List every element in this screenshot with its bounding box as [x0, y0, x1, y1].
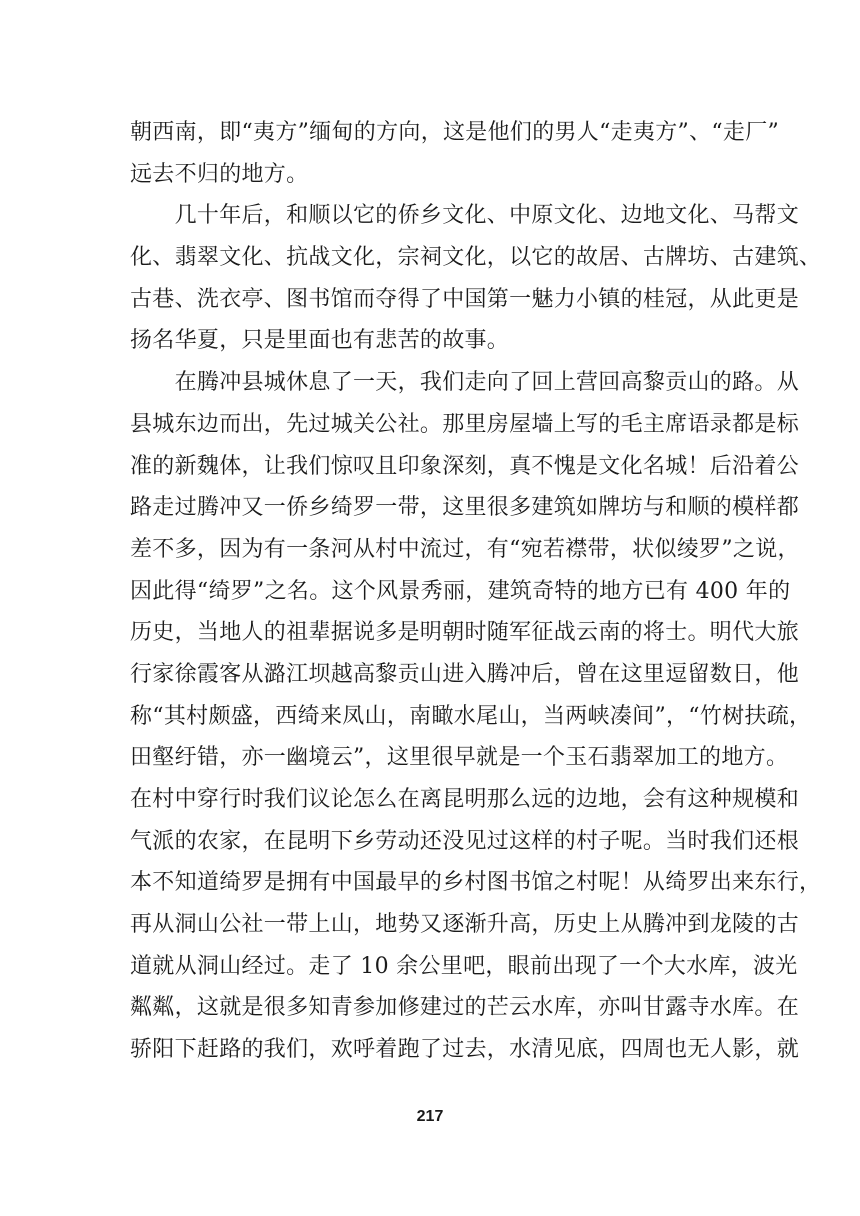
page-number: 217: [416, 1108, 444, 1125]
text-line: 在腾冲县城休息了一天，我们走向了回上营回高黎贡山的路。从: [130, 370, 800, 396]
text-line: 古巷、洗衣亭、图书馆而夺得了中国第一魅力小镇的桂冠，从此更是: [130, 286, 800, 312]
text-line: 差不多，因为有一条河从村中流过，有“宛若襟带，状似绫罗”之说，: [130, 536, 800, 562]
text-line: 骄阳下赶路的我们，欢呼着跑了过去，水清见底，四周也无人影，就: [130, 1037, 800, 1063]
text-line: 在村中穿行时我们议论怎么在离昆明那么远的边地，会有这种规模和: [130, 787, 800, 812]
text-line: 本不知道绮罗是拥有中国最早的乡村图书馆之村呢！从绮罗出来东行，: [130, 870, 822, 896]
text-line: 县城东边而出，先过城关公社。那里房屋墙上写的毛主席语录都是标: [130, 411, 800, 437]
text-line: 远去不归的地方。: [130, 161, 309, 187]
text-line: 因此得“绮罗”之名。这个风景秀丽，建筑奇特的地方已有 400 年的: [130, 578, 791, 604]
text-line: 准的新魏体，让我们惊叹且印象深刻，真不愧是文化名城！后沿着公: [130, 453, 800, 479]
text-line: 扬名华夏，只是里面也有悲苦的故事。: [130, 328, 510, 354]
text-line: 称“其村颇盛，西绮来凤山，南瞰水尾山，当两峡凑间”，“竹树扶疏，: [130, 703, 812, 729]
text-line: 朝西南，即“夷方”缅甸的方向，这是他们的男人“走夷方”、“走厂”: [130, 120, 780, 145]
text-line: 粼粼，这就是很多知青参加修建过的芒云水库，亦叫甘露寺水库。在: [130, 995, 800, 1021]
text-line: 行家徐霞客从潞江坝越高黎贡山进入腾冲后，曾在这里逗留数日，他: [130, 661, 800, 687]
text-line: 路走过腾冲又一侨乡绮罗一带，这里很多建筑如牌坊与和顺的模样都: [130, 495, 800, 521]
text-line: 化、翡翠文化、抗战文化，宗祠文化，以它的故居、古牌坊、古建筑、: [130, 245, 822, 271]
text-line: 再从洞山公社一带上山，地势又逐渐升高，历史上从腾冲到龙陵的古: [130, 912, 800, 938]
document-body: [130, 112, 822, 1071]
text-line: 气派的农家，在昆明下乡劳动还没见过这样的村子呢。当时我们还根: [130, 828, 800, 854]
text-line: 道就从洞山经过。走了 10 余公里吧，眼前出现了一个大水库，波光: [130, 953, 798, 979]
text-line: 几十年后，和顺以它的侨乡文化、中原文化、边地文化、马帮文: [130, 203, 800, 229]
text-line: 田壑纡错，亦一幽境云”，这里很早就是一个玉石翡翠加工的地方。: [130, 745, 789, 771]
text-line: 历史，当地人的祖辈据说多是明朝时随军征战云南的将士。明代大旅: [130, 620, 800, 646]
